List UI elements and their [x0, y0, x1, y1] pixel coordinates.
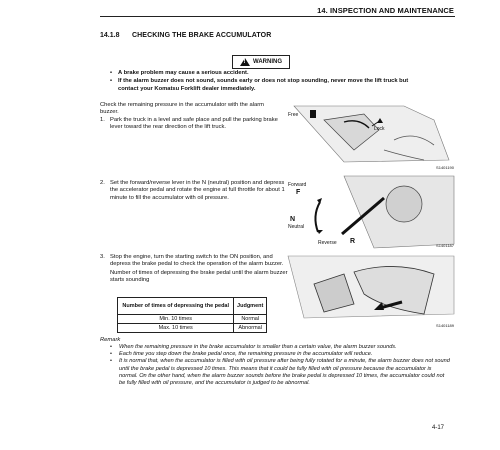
remark-list — [110, 344, 450, 387]
label-reverse: Reverse — [318, 240, 337, 246]
figure-brake-pedal — [284, 254, 456, 328]
step-number: 3. — [100, 254, 105, 260]
section-title: 14. INSPECTION AND MAINTENANCE — [317, 6, 454, 15]
table-header: Judgment — [234, 298, 267, 315]
step-number: 1. — [100, 117, 105, 123]
warning-triangle-icon — [240, 58, 250, 66]
step-3 — [100, 254, 288, 285]
fr-lever-illustration — [284, 174, 456, 250]
intro-paragraph: Check the remaining pressure in the accumulator with the alarm buzzer. — [100, 102, 264, 116]
step-1 — [100, 117, 288, 132]
figure-code: S1401187 — [436, 243, 454, 248]
brake-pedal-illustration — [284, 254, 456, 328]
label-free: Free — [288, 112, 299, 118]
warning-list — [110, 69, 430, 93]
page-number: 4-17 — [431, 425, 444, 431]
label-neutral: Neutral — [288, 224, 305, 230]
table-cell: Abnormal — [234, 324, 267, 333]
remark-item: • Each time you step down the brake pedal once, the remaining pressure in the accumulator will reduce. — [110, 351, 450, 358]
figure-code: S1401189 — [436, 323, 454, 328]
figure-parking-brake — [284, 100, 456, 170]
remark-title: Remark — [100, 337, 121, 343]
table-row — [118, 324, 267, 333]
warning-item: • If the alarm buzzer does not sound, sounds early or does not stop sounding, never move the lift truck but contact your Komatsu Forklift dealer immediately. — [110, 77, 430, 93]
table-header: Number of times of depressing the pedal — [118, 298, 234, 315]
warning-item: • A brake problem may cause a serious accident. — [110, 69, 430, 77]
step-text: Park the truck in a level and safe place and pull the parking brake lever toward the rear direction of the lift truck. — [110, 117, 278, 131]
parking-brake-illustration — [284, 100, 456, 170]
subsection-number: 14.1.8 — [100, 32, 120, 39]
step-number: 2. — [100, 180, 105, 186]
remark-item: • It is normal that, when the accumulator is filled with oil pressure after being fully rotated for a minute, the alarm buzzer does not sound until the brake pedal is depressed 10 times. This means that it could be fully filled with oil pressure because the accumulator is normal. On the other hand, when the alarm buzzer sounds before the brake pedal is depressed 10 times, the accumulator could not be fully filled with oil pressure, and the accumulator is judged to be abnormal. — [110, 358, 450, 387]
figure-code: S1401190 — [436, 165, 454, 170]
table-cell: Normal — [234, 315, 267, 324]
table-cell: Min. 10 times — [118, 315, 234, 324]
table-header-row — [118, 298, 267, 315]
label-n: N — [290, 216, 296, 223]
remark-item: • When the remaining pressure in the brake accumulator is smaller than a certain value, the alarm buzzer sounds. — [110, 344, 450, 351]
step-2 — [100, 180, 288, 202]
table-cell: Max. 10 times — [118, 324, 234, 333]
label-forward: Forward — [288, 182, 307, 188]
step-text: Stop the engine, turn the starting switch to the ON position, and depress the brake pedal to check the operation of the alarm buzzer. — [110, 254, 284, 268]
subsection-title: CHECKING THE BRAKE ACCUMULATOR — [132, 32, 272, 39]
warning-label: WARNING — [253, 59, 282, 65]
label-r: R — [350, 238, 356, 245]
judgment-table — [117, 297, 267, 333]
table-row — [118, 315, 267, 324]
warning-label-box — [232, 55, 290, 69]
label-lock: Lock — [374, 126, 385, 132]
step-text-2: Number of times of depressing the brake pedal until the alarm buzzer starts sounding — [110, 269, 288, 284]
step-text: Set the forward/reverse lever in the N (neutral) position and depress the accelerator pedal and rotate the engine at full throttle for about 1 minute to fill the accumulator with oil pressure. — [110, 180, 285, 201]
header-rule — [100, 16, 455, 17]
figure-fr-lever — [284, 174, 456, 250]
label-f: F — [296, 189, 301, 196]
